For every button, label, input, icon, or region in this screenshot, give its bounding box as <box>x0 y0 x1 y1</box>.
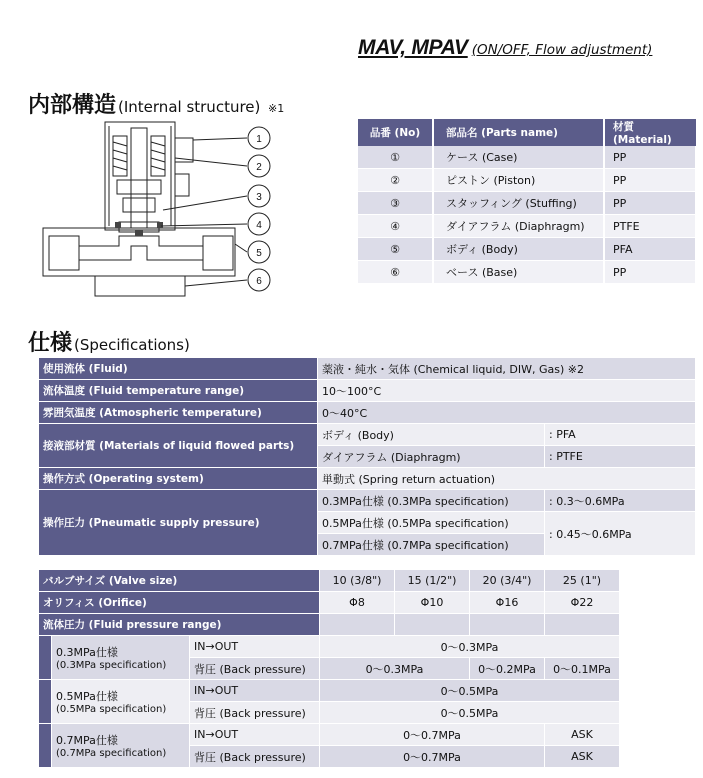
spec-row-pneumatic-07: 0.7MPa仕様 (0.7MPa specification) <box>39 534 696 556</box>
callout-3: 3 <box>256 192 262 203</box>
spec-03-label: 0.3MPa仕様 (0.3MPa specification) <box>52 636 190 680</box>
pressure-03-back-row: 背圧 (Back pressure) 0～0.3MPa 0～0.2MPa 0～0.1MPa <box>39 658 620 680</box>
spec-row-wetted-body: 接液部材質 (Materials of liquid flowed parts) ボディ (Body) : PFA <box>39 424 696 446</box>
spec-05-label: 0.5MPa仕様 (0.5MPa specification) <box>52 680 190 724</box>
parts-row: ② ピストン (Piston) PP <box>358 169 696 192</box>
model-mode: (ON/OFF, Flow adjustment) <box>471 42 653 58</box>
col-parts-name: 部品名 (Parts name) <box>433 119 604 146</box>
spec-07-label: 0.7MPa仕様 (0.7MPa specification) <box>52 724 190 768</box>
spec-row-wetted-diaphragm: ダイアフラム (Diaphragm) : PTFE <box>39 446 696 468</box>
parts-table <box>358 119 697 284</box>
spec-row-operating: 操作方式 (Operating system) 単動式 (Spring return actuation) <box>39 468 696 490</box>
callout-6: 6 <box>256 276 262 287</box>
parts-row: ⑤ ボディ (Body) PFA <box>358 238 696 261</box>
spec-row-pneumatic-05: 0.5MPa仕様 (0.5MPa specification) : 0.45～0.6MPa <box>39 512 696 534</box>
spec-row-atm-temp: 雰囲気温度 (Atmospheric temperature) 0～40°C <box>39 402 696 424</box>
callout-2: 2 <box>256 162 262 173</box>
document-title <box>358 36 652 60</box>
pressure-03-inout-row: 0.3MPa仕様 (0.3MPa specification) IN→OUT 0～0.3MPa <box>39 636 620 658</box>
pressure-05-inout-row: 0.5MPa仕様 (0.5MPa specification) IN→OUT 0～0.5MPa <box>39 680 620 702</box>
pressure-07-inout-row: 0.7MPa仕様 (0.7MPa specification) IN→OUT 0～0.7MPa ASK <box>39 724 620 746</box>
internal-structure-diagram <box>35 118 275 298</box>
model-name: MAV, MPAV <box>358 36 468 59</box>
pressure-07-back-row: 背圧 (Back pressure) 0～0.7MPa ASK <box>39 746 620 768</box>
internal-structure-heading: 内部構造 (Internal structure) ※1 <box>28 93 285 118</box>
col-no: 品番 (No) <box>358 119 433 146</box>
parts-row: ④ ダイアフラム (Diaphragm) PTFE <box>358 215 696 238</box>
parts-row: ⑥ ベース (Base) PP <box>358 261 696 284</box>
callout-4: 4 <box>256 220 262 231</box>
pressure-05-back-row: 背圧 (Back pressure) 0～0.5MPa <box>39 702 620 724</box>
fluid-pressure-row: 流体圧力 (Fluid pressure range) <box>39 614 620 636</box>
specifications-table <box>38 357 696 556</box>
callout-1: 1 <box>256 134 262 145</box>
spec-row-fluid: 使用流体 (Fluid) 薬液・純水・気体 (Chemical liquid, DIW, Gas) ※2 <box>39 358 696 380</box>
col-material: 材質 (Material) <box>604 119 696 146</box>
spec-row-pneumatic-03: 操作圧力 (Pneumatic supply pressure) 0.3MPa仕様 (0.3MPa specification) : 0.3～0.6MPa <box>39 490 696 512</box>
orifice-row: オリフィス (Orifice) Φ8 Φ10 Φ16 Φ22 <box>39 592 620 614</box>
parts-header-row <box>358 119 696 146</box>
callout-5: 5 <box>256 248 262 259</box>
spec-row-fluid-temp: 流体温度 (Fluid temperature range) 10～100°C <box>39 380 696 402</box>
valve-size-table <box>38 569 620 768</box>
parts-row: ① ケース (Case) PP <box>358 146 696 169</box>
parts-row: ③ スタッフィング (Stuffing) PP <box>358 192 696 215</box>
valve-size-row: バルブサイズ (Valve size) 10 (3/8") 15 (1/2") 20 (3/4") 25 (1") <box>39 570 620 592</box>
specifications-heading: 仕様 (Specifications) <box>28 331 190 356</box>
